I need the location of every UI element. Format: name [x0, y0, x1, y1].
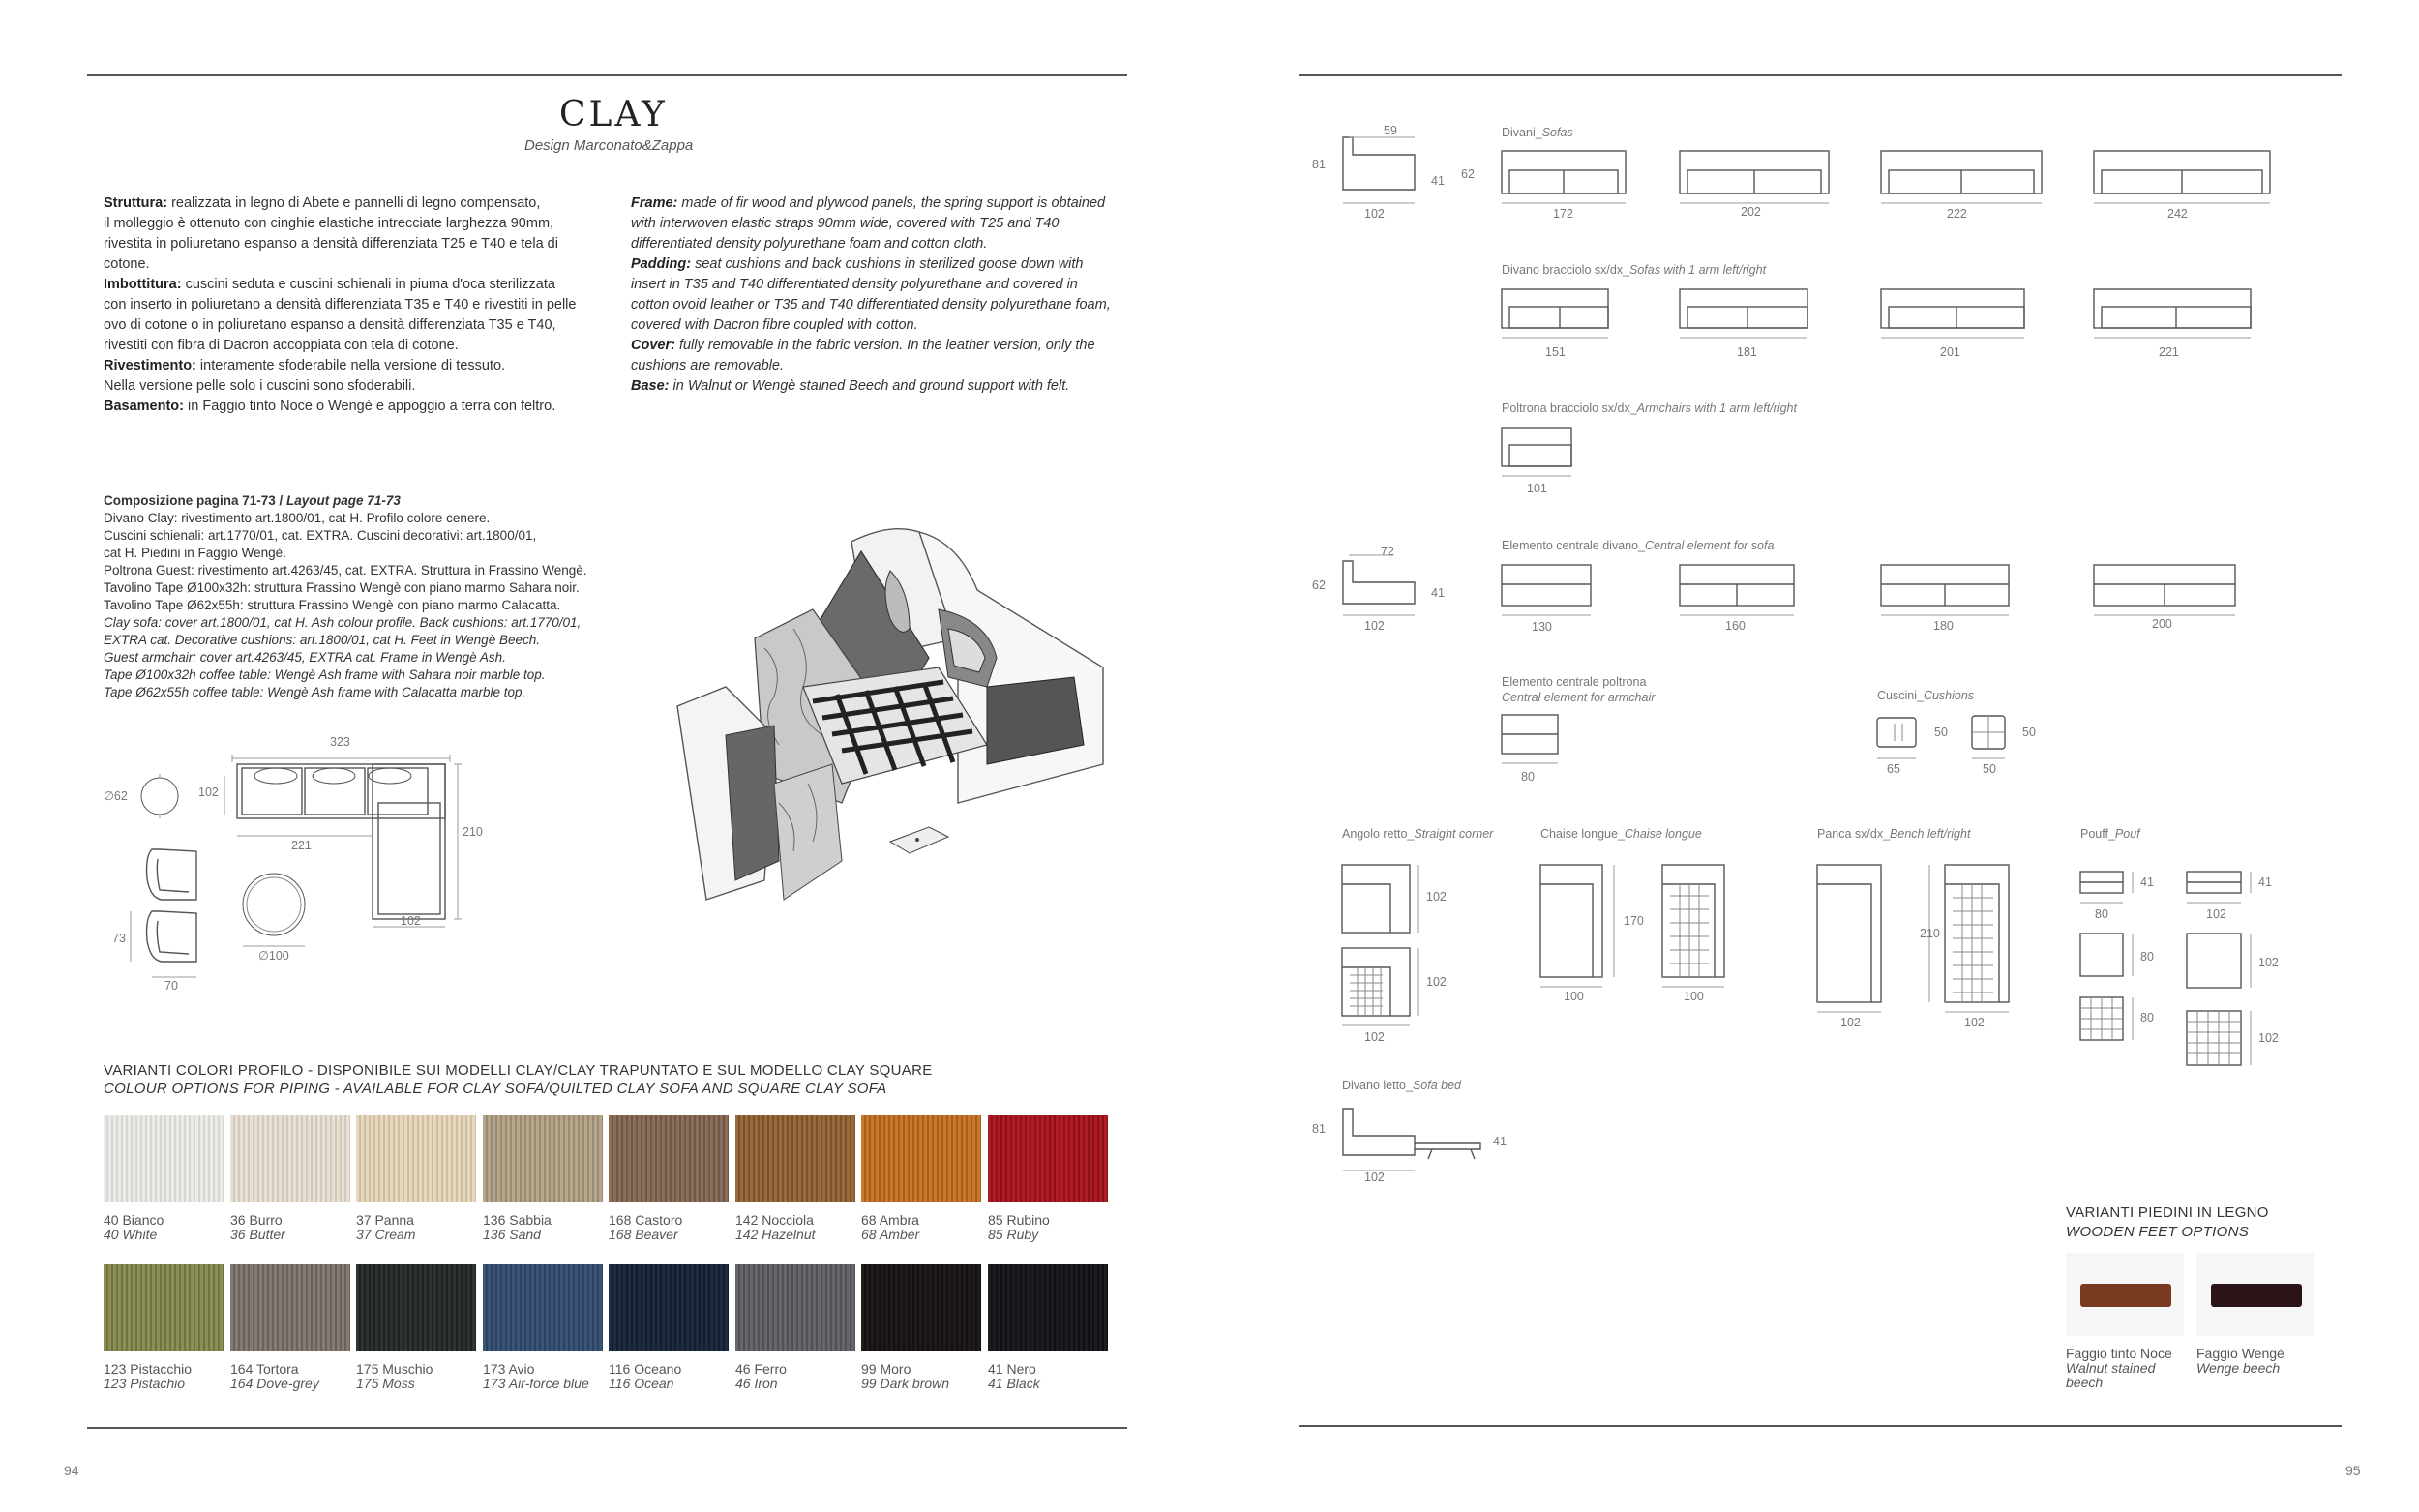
swatch-99-moro[interactable]: [861, 1264, 981, 1351]
piping-heading-it: VARIANTI COLORI PROFILO - DISPONIBILE SUI MODELLI CLAY/CLAY TRAPUNTATO E SUL MODELLO CLAY SQUARE: [104, 1062, 933, 1079]
pouf-label: Pouff_Pouf: [2080, 827, 2140, 841]
dim-sofa-width: 222: [1947, 207, 1967, 221]
spec-line: rivestita in poliuretano espanso a densità differenziata T25 e T40 e tela di: [104, 236, 558, 252]
composition-line: Poltrona Guest: rivestimento art.4263/45, cat. EXTRA. Struttura in Frassino Wengè.: [104, 563, 587, 578]
swatch-label: 136 Sabbia 136 Sand: [483, 1212, 552, 1242]
cushions-label: Cuscini_Cushions: [1877, 689, 1975, 702]
swatch-label: 41 Nero 41 Black: [988, 1361, 1040, 1391]
dim-chaise-w2: 100: [1684, 990, 1704, 1003]
dim-sofa-width: 242: [2167, 207, 2188, 221]
designer-credit: Design Marconato&Zappa: [524, 137, 694, 154]
dim-armchair-width: 101: [1527, 482, 1547, 495]
foot-label-walnut: Faggio tinto Noce Walnut stained beech: [2066, 1346, 2172, 1390]
dim-side-41: 41: [1431, 174, 1445, 188]
swatch-41-nero[interactable]: [988, 1264, 1108, 1351]
spec-line: Rivestimento: interamente sfoderabile nella versione di tessuto.: [104, 358, 506, 373]
composition-line: Cuscini schienali: art.1770/01, cat. EXTRA. Cuscini decorativi: art.1800/01,: [104, 528, 537, 543]
swatch-label: 85 Rubino 85 Ruby: [988, 1212, 1050, 1242]
dim-bench-w1: 102: [1840, 1016, 1861, 1029]
top-rule-left: [87, 74, 1127, 76]
dim-corner-h2: 102: [1426, 975, 1447, 989]
armchair-arm-label: Poltrona bracciolo sx/dx_Armchairs with 1 arm left/right: [1502, 401, 1797, 415]
swatch-142-nocciola[interactable]: [735, 1115, 855, 1202]
dim-73: 73: [112, 932, 126, 945]
dim-side-102: 102: [1364, 207, 1385, 221]
swatch-116-oceano[interactable]: [609, 1264, 729, 1351]
dim-cushion-b-h: 50: [2022, 726, 2036, 739]
swatch-label: 40 Bianco 40 White: [104, 1212, 164, 1242]
bench-label: Panca sx/dx_Bench left/right: [1817, 827, 1971, 841]
dim-arm-width: 151: [1545, 345, 1566, 359]
swatch-175-muschio[interactable]: [356, 1264, 476, 1351]
spec-line: Struttura: realizzata in legno di Abete e pannelli di legno compensato,: [104, 195, 541, 211]
swatch-label: 46 Ferro 46 Iron: [735, 1361, 787, 1391]
dim-diam-100: ∅100: [258, 949, 289, 963]
composition-line: Tape Ø100x32h coffee table: Wengè Ash frame with Sahara noir marble top.: [104, 667, 546, 682]
bottom-rule-right: [1299, 1425, 2342, 1427]
swatch-label: 99 Moro 99 Dark brown: [861, 1361, 950, 1391]
spec-line: Nella versione pelle solo i cuscini sono sfoderabili.: [104, 378, 416, 394]
dim-pouf-w1: 80: [2095, 907, 2108, 921]
dim-sofa-width: 202: [1741, 205, 1761, 219]
spec-line: Frame: made of fir wood and plywood panels, the spring support is obtained: [631, 195, 1106, 211]
armchair-arm-front-view: [1500, 424, 1577, 482]
side-view-sofa: [1335, 126, 1422, 213]
spec-line: rivestiti con fibra di Dacron accoppiata con tela di cotone.: [104, 338, 459, 353]
dim-cushion-a-w: 65: [1887, 762, 1900, 776]
dim-side-62: 62: [1461, 167, 1475, 181]
spec-line: Padding: seat cushions and back cushions in sterilized goose down with: [631, 256, 1084, 272]
composition-line: Clay sofa: cover art.1800/01, cat H. Ash colour profile. Back cushions: art.1770/01,: [104, 615, 582, 630]
spec-line: with interwoven elastic straps 90mm wide, covered with T25 and T40: [631, 216, 1060, 231]
swatch-label: 36 Burro 36 Butter: [230, 1212, 285, 1242]
swatch-37-panna[interactable]: [356, 1115, 476, 1202]
swatch-173-avio[interactable]: [483, 1264, 603, 1351]
dim-pouf-s2: 102: [2258, 956, 2279, 969]
sofas-label: Divani_Sofas: [1502, 126, 1573, 139]
spec-line: cushions are removable.: [631, 358, 784, 373]
composition-heading: Composizione pagina 71-73 / Layout page 71-73: [104, 493, 401, 508]
piping-heading-en: COLOUR OPTIONS FOR PIPING - AVAILABLE FOR CLAY SOFA/QUILTED CLAY SOFA AND SQUARE CLAY SOFA: [104, 1081, 887, 1097]
spec-line: Cover: fully removable in the fabric version. In the leather version, only the: [631, 338, 1095, 353]
page-number-left: 94: [64, 1463, 79, 1478]
dim-chaise-depth: 170: [1624, 914, 1644, 928]
dim-pouf-h1: 41: [2140, 875, 2154, 889]
swatch-label: 164 Tortora 164 Dove-grey: [230, 1361, 319, 1391]
dim-central-armchair: 80: [1521, 770, 1535, 784]
dim-arm-width: 221: [2159, 345, 2179, 359]
dim-pouf-w2: 102: [2206, 907, 2226, 921]
dim-102-plan: 102: [401, 914, 421, 928]
dim-cushion-a-h: 50: [1934, 726, 1948, 739]
foot-label-wenge: Faggio Wengè Wenge beech: [2196, 1346, 2285, 1376]
dim-pouf-q2: 102: [2258, 1031, 2279, 1045]
foot-swatch-walnut[interactable]: [2080, 1284, 2171, 1307]
swatch-label: 168 Castoro 168 Beaver: [609, 1212, 683, 1242]
sofa-cutaway-illustration: [668, 513, 1113, 919]
arm-sofas-label: Divano bracciolo sx/dx_Sofas with 1 arm left/right: [1502, 263, 1767, 277]
dim-side-b-41: 41: [1431, 586, 1445, 600]
spec-line: differentiated density polyurethane foam and cotton cloth.: [631, 236, 988, 252]
arm-sofa-front-views: [1500, 285, 2351, 343]
swatch-label: 68 Ambra 68 Amber: [861, 1212, 920, 1242]
dim-102-table: 102: [198, 786, 219, 799]
dim-pouf-s1: 80: [2140, 950, 2154, 964]
swatch-85-rubino[interactable]: [988, 1115, 1108, 1202]
dim-cushion-b-w: 50: [1983, 762, 1996, 776]
sofabed-side-view: [1335, 1101, 1490, 1178]
dim-sofabed-h: 81: [1312, 1122, 1326, 1136]
swatch-label: 175 Muschio 175 Moss: [356, 1361, 433, 1391]
dim-sofa-width: 172: [1553, 207, 1573, 221]
spec-line: con inserto in poliuretano a densità differenziata T35 e T40 e rivestiti in pelle: [104, 297, 577, 312]
dim-arm-width: 201: [1940, 345, 1960, 359]
dim-side-b-72: 72: [1381, 545, 1394, 558]
spec-line: ovo di cotone o in poliuretano espanso a densità differenziata T35 e T40,: [104, 317, 556, 333]
dim-sofabed-d: 102: [1364, 1171, 1385, 1184]
swatch-label: 173 Avio 173 Air-force blue: [483, 1361, 589, 1391]
corner-plan-views: [1340, 861, 1447, 1035]
dim-corner-h1: 102: [1426, 890, 1447, 904]
composition-line: EXTRA cat. Decorative cushions: art.1800/01, cat H. Feet in Wengè Beech.: [104, 633, 540, 647]
central-armchair-view: [1500, 711, 1568, 769]
corner-label: Angolo retto_Straight corner: [1342, 827, 1494, 841]
spec-italian: [104, 193, 607, 417]
dim-arm-width: 181: [1737, 345, 1757, 359]
dim-side-81: 81: [1312, 158, 1326, 171]
dim-central-width: 160: [1725, 619, 1746, 633]
cushion-views: [1875, 714, 2069, 772]
spec-line: cotton ovoid leather or T35 and T40 differentiated density polyurethane foam,: [631, 297, 1111, 312]
chaise-label: Chaise longue_Chaise longue: [1540, 827, 1702, 841]
dim-pouf-h2: 41: [2258, 875, 2272, 889]
dim-sofabed-seat: 41: [1493, 1135, 1507, 1148]
spec-line: Imbottitura: cuscini seduta e cuscini schienali in piuma d'oca sterilizzata: [104, 277, 555, 292]
swatch-label: 123 Pistacchio 123 Pistachio: [104, 1361, 193, 1391]
swatch-label: 37 Panna 37 Cream: [356, 1212, 416, 1242]
swatch-40-bianco[interactable]: [104, 1115, 224, 1202]
top-rule-right: [1299, 74, 2342, 76]
dim-central-width: 180: [1933, 619, 1954, 633]
sofa-front-views: [1500, 147, 2351, 205]
dim-side-59: 59: [1384, 124, 1397, 137]
page-number-right: 95: [2345, 1463, 2361, 1478]
swatch-36-burro[interactable]: [230, 1115, 350, 1202]
chaise-plan-views: [1538, 861, 1732, 996]
bottom-rule-left: [87, 1427, 1127, 1429]
foot-swatch-wenge[interactable]: [2211, 1284, 2302, 1307]
dim-bench-w2: 102: [1964, 1016, 1985, 1029]
central-element-views: [1500, 561, 2351, 619]
swatch-168-castoro[interactable]: [609, 1115, 729, 1202]
dim-side-b-62: 62: [1312, 578, 1326, 592]
composition-line: Guest armchair: cover art.4263/45, EXTRA cat. Frame in Wengè Ash.: [104, 650, 506, 665]
central-sofa-label: Elemento centrale divano_Central element for sofa: [1502, 539, 1775, 552]
spec-line: Base: in Walnut or Wengè stained Beech and ground support with felt.: [631, 378, 1070, 394]
feet-heading-en: WOODEN FEET OPTIONS: [2066, 1224, 2250, 1240]
spec-line: il molleggio è ottenuto con cinghie elastiche intrecciate larghezza 90mm,: [104, 216, 554, 231]
spec-line: covered with Dacron fibre coupled with cotton.: [631, 317, 918, 333]
layout-plan-drawing: [92, 745, 498, 1006]
composition-line: Tavolino Tape Ø62x55h: struttura Frassino Wengè con piano marmo Calacatta.: [104, 598, 561, 612]
spec-line: insert in T35 and T40 differentiated density polyurethane and covered in: [631, 277, 1078, 292]
spec-english: [631, 193, 1153, 397]
swatch-164-tortora[interactable]: [230, 1264, 350, 1351]
composition-line: Divano Clay: rivestimento art.1800/01, cat H. Profilo colore cenere.: [104, 511, 491, 525]
feet-heading-it: VARIANTI PIEDINI IN LEGNO: [2066, 1204, 2269, 1221]
sofabed-label: Divano letto_Sofa bed: [1342, 1079, 1462, 1092]
swatch-123-pistacchio[interactable]: [104, 1264, 224, 1351]
spec-line: cotone.: [104, 256, 150, 272]
composition-line: cat H. Piedini in Faggio Wengè.: [104, 546, 286, 560]
composition-block: [104, 492, 645, 701]
composition-line: Tavolino Tape Ø100x32h: struttura Frassino Wengè con piano marmo Sahara noir.: [104, 580, 580, 595]
swatch-136-sabbia[interactable]: [483, 1115, 603, 1202]
dim-central-width: 130: [1532, 620, 1552, 634]
side-view-central: [1335, 549, 1422, 617]
page-title: CLAY: [559, 95, 668, 134]
composition-line: Tape Ø62x55h coffee table: Wengè Ash frame with Calacatta marble top.: [104, 685, 526, 699]
dim-diam-62: ∅62: [104, 789, 128, 803]
dim-221: 221: [291, 839, 312, 852]
spec-line: Basamento: in Faggio tinto Noce o Wengè e appoggio a terra con feltro.: [104, 399, 556, 414]
dim-chaise-w1: 100: [1564, 990, 1584, 1003]
dim-corner-w: 102: [1364, 1030, 1385, 1044]
swatch-label: 116 Oceano 116 Ocean: [609, 1361, 682, 1391]
dim-323: 323: [330, 735, 350, 749]
swatch-68-ambra[interactable]: [861, 1115, 981, 1202]
swatch-46-ferro[interactable]: [735, 1264, 855, 1351]
swatch-label: 142 Nocciola 142 Hazelnut: [735, 1212, 816, 1242]
dim-bench-depth: 210: [1920, 927, 1940, 940]
dim-pouf-q1: 80: [2140, 1011, 2154, 1024]
dim-70: 70: [164, 979, 178, 993]
dim-side-b-102: 102: [1364, 619, 1385, 633]
dim-central-width: 200: [2152, 617, 2172, 631]
central-armchair-label: Elemento centrale poltrona Central element for armchair: [1502, 675, 1656, 704]
dim-210: 210: [463, 825, 483, 839]
